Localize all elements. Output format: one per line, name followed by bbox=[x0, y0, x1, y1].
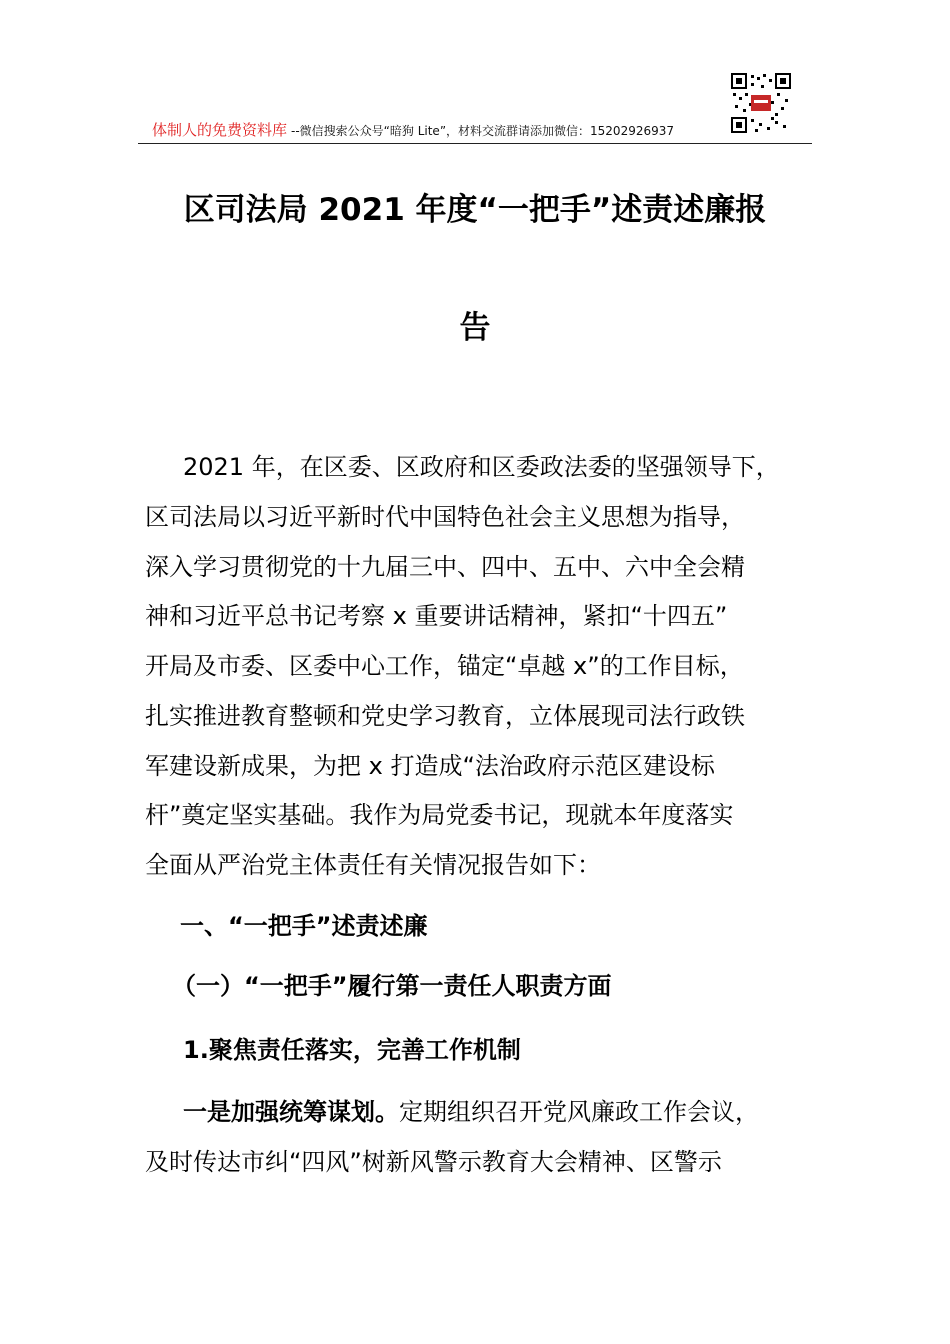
header-brand: 体制人的免费资料库 bbox=[152, 121, 288, 139]
document-title-line-2: 告 bbox=[459, 310, 491, 346]
body-line: 开局及市委、区委中心工作，锚定“卓越 x”的工作目标， bbox=[145, 652, 744, 680]
header-note: --微信搜索公众号“暗狗 Lite”，材料交流群请添加微信：15202926937 bbox=[291, 124, 675, 138]
body-line: 2021 年，在区委、区政府和区委政法委的坚强领导下， bbox=[183, 453, 780, 481]
body-line: 全面从严治党主体责任有关情况报告如下： bbox=[145, 851, 601, 879]
section-heading-3: 1.聚焦责任落实，完善工作机制 bbox=[183, 1036, 521, 1064]
header-banner bbox=[152, 121, 674, 140]
document-title-line-1: 区司法局 2021 年度“一把手”述责述廉报 bbox=[183, 192, 767, 228]
section-heading-2: （一）“一把手”履行第一责任人职责方面 bbox=[172, 972, 612, 1000]
body-line: 军建设新成果，为把 x 打造成“法治政府示范区建设标 bbox=[145, 752, 715, 780]
body-line: 神和习近平总书记考察 x 重要讲话精神，紧扣“十四五” bbox=[145, 602, 728, 630]
paragraph-2-line-2: 及时传达市纠“四风”树新风警示教育大会精神、区警示 bbox=[145, 1148, 722, 1176]
paragraph-text: 定期组织召开党风廉政工作会议， bbox=[399, 1098, 759, 1126]
paragraph-lead: 一是加强统筹谋划。 bbox=[183, 1098, 399, 1126]
body-line: 扎实推进教育整顿和党史学习教育，立体展现司法行政铁 bbox=[145, 702, 745, 730]
body-line: 杆”奠定坚实基础。我作为局党委书记，现就本年度落实 bbox=[145, 801, 734, 829]
header-divider bbox=[138, 143, 812, 144]
paragraph-2-line-1 bbox=[183, 1097, 759, 1127]
qr-code bbox=[731, 73, 791, 133]
body-line: 深入学习贯彻党的十九届三中、四中、五中、六中全会精 bbox=[145, 553, 745, 581]
section-heading-1: 一、“一把手”述责述廉 bbox=[180, 912, 428, 940]
body-line: 区司法局以习近平新时代中国特色社会主义思想为指导， bbox=[145, 503, 745, 531]
